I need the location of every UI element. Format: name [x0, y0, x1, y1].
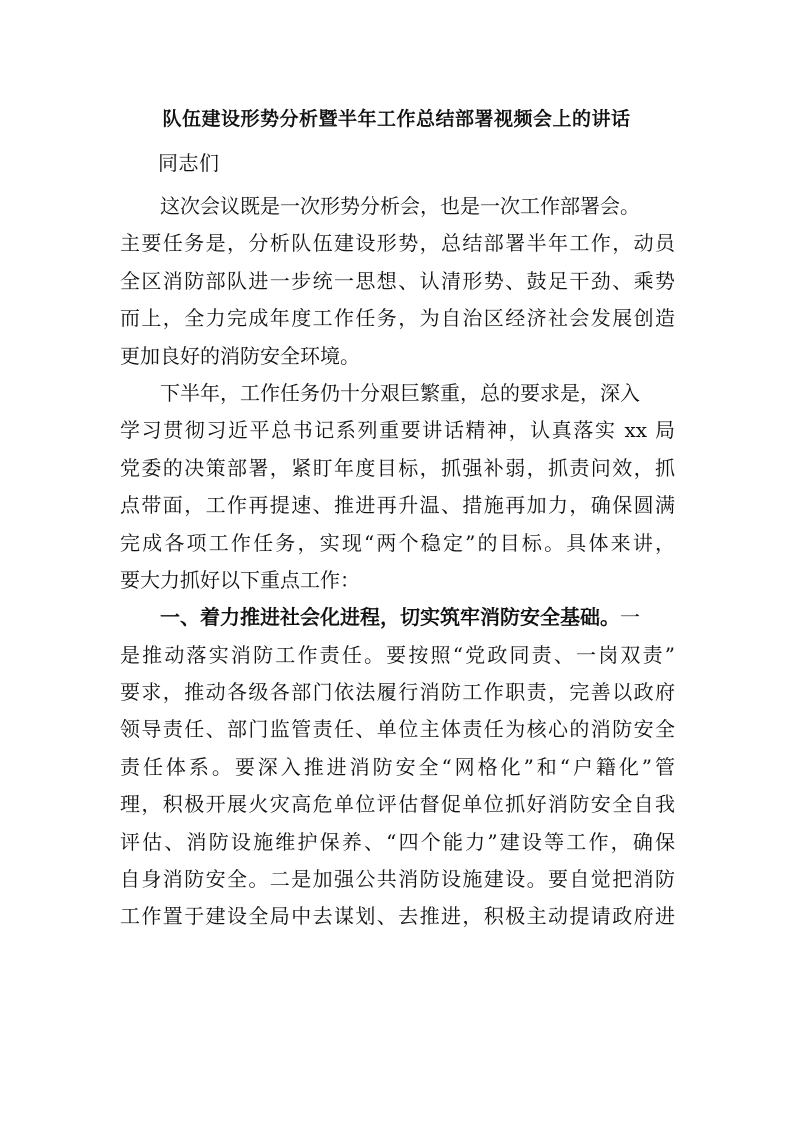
salutation: 同志们 — [158, 151, 220, 175]
paragraph-2-line: 学习贯彻习近平总书记系列重要讲话精神，认真落实 xx 局 — [120, 418, 675, 443]
paragraph-1-line: 主要任务是，分析队伍建设形势，总结部署半年工作，动员 — [120, 231, 675, 256]
paragraph-3-heading-line — [120, 599, 675, 636]
paragraph-3-line: 自身消防安全。二是加强公共消防设施建设。要自觉把消防 — [120, 867, 675, 892]
paragraph-1-line: 全区消防部队进一步统一思想、认清形势、鼓足干劲、乘势 — [120, 268, 675, 293]
document-body — [120, 188, 675, 936]
paragraph-3-line: 要求，推动各级各部门依法履行消防工作职责，完善以政府 — [120, 680, 675, 705]
section-heading-tail: 一 — [620, 605, 640, 630]
paragraph-3-line: 评估、消防设施维护保养、“四个能力”建设等工作，确保 — [120, 829, 675, 854]
paragraph-3-line: 工作置于建设全局中去谋划、去推进，积极主动提请政府进 — [120, 904, 675, 929]
paragraph-2-line: 点带面，工作再提速、推进再升温、措施再加力，确保圆满 — [120, 493, 675, 518]
paragraph-1-line: 这次会议既是一次形势分析会，也是一次工作部署会。 — [120, 194, 640, 218]
paragraph-1-line: 而上，全力完成年度工作任务，为自治区经济社会发展创造 — [120, 306, 675, 331]
paragraph-2-line: 党委的决策部署，紧盯年度目标，抓强补弱，抓责问效，抓 — [120, 455, 675, 480]
paragraph-1-line: 更加良好的消防安全环境。 — [120, 343, 360, 368]
paragraph-3-line: 是推动落实消防工作责任。要按照“党政同责、一岗双责” — [120, 642, 675, 667]
section-heading: 一、着力推进社会化进程，切实筑牢消防安全基础。 — [120, 605, 620, 630]
paragraph-3-line: 理，积极开展火灾高危单位评估督促单位抓好消防安全自我 — [120, 792, 675, 817]
paragraph-3-line: 领导责任、部门监管责任、单位主体责任为核心的消防安全 — [120, 717, 675, 742]
document-title: 队伍建设形势分析暨半年工作总结部署视频会上的讲话 — [162, 108, 631, 130]
paragraph-2-line: 完成各项工作任务，实现“两个稳定”的目标。具体来讲， — [120, 530, 675, 555]
paragraph-3-line: 责任体系。要深入推进消防安全“网格化”和“户籍化”管 — [120, 754, 675, 779]
paragraph-2-line: 下半年，工作任务仍十分艰巨繁重，总的要求是，深入 — [120, 380, 640, 405]
paragraph-2-line: 要大力抓好以下重点工作： — [120, 567, 360, 592]
